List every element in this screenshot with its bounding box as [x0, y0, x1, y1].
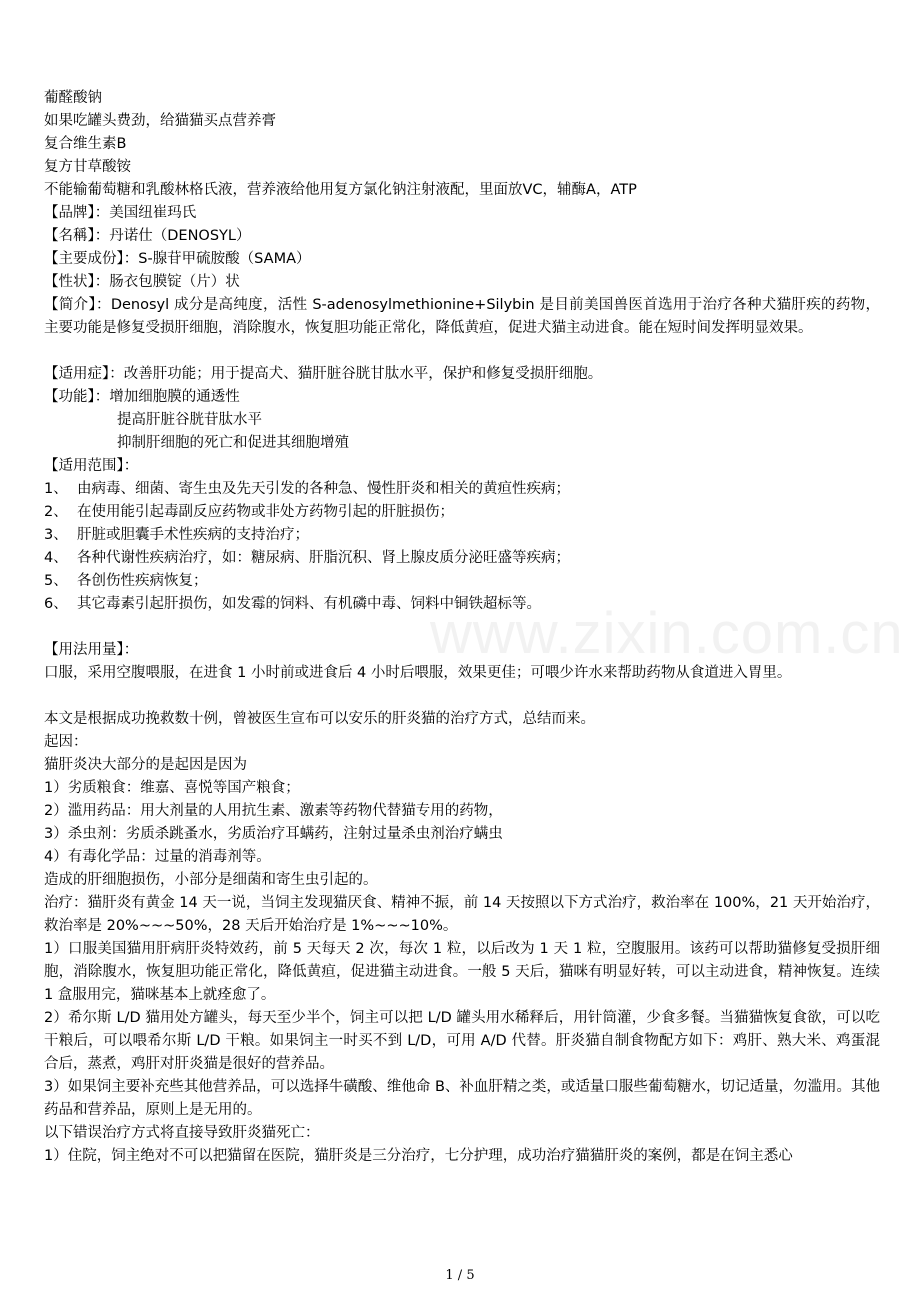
treatment-paragraph: 1）口服美国猫用肝病肝炎特效药，前 5 天每天 2 次，每次 1 粒，以后改为 1 天 1 粒，空腹服用。该药可以帮助猫修复受损肝细胞，消除腹水，恢复胆功能正常化，降低黄疸，促进猫主动进食。一般 5 天后，猫咪有明显好转，可以主动进食，精神恢复。连续 1 盒服用完，猫咪基本上就痊愈了。: [44, 941, 880, 1003]
text-line: 不能输葡萄糖和乳酸林格氏液，营养液给他用复方氯化钠注射液配，里面放VC，辅酶A，ATP: [44, 182, 637, 198]
form-line: 【性状】：肠衣包膜锭（片）状: [44, 274, 240, 290]
article-line: 起因：: [44, 734, 88, 750]
list-item: [44, 524, 880, 547]
text-line: 复合维生素B: [44, 136, 127, 152]
spacer: [44, 616, 880, 639]
text-line: 葡醛酸钠: [44, 90, 102, 106]
spacer: [44, 340, 880, 363]
article-line: 本文是根据成功挽救数十例，曾被医生宣布可以安乐的肝炎猫的治疗方式，总结而来。: [44, 711, 595, 727]
watermark: www.zixin.com.cn: [430, 601, 904, 666]
list-text: 其它毒素引起肝损伤，如发霉的饲料、有机磷中毒、饲料中铜铁超标等。: [77, 596, 541, 612]
ingredient-line: 【主要成份】：S-腺苷甲硫胺酸（SAMA）: [44, 251, 311, 267]
list-text: 各种代谢性疾病治疗，如：糖尿病、肝脂沉积、肾上腺皮质分泌旺盛等疾病；: [77, 550, 570, 566]
list-number: 5、: [44, 573, 68, 589]
document-body: [44, 87, 880, 1168]
indications-line: 【适用症】：改善肝功能；用于提高犬、猫肝脏谷胱甘肽水平，保护和修复受损肝细胞。: [44, 366, 603, 382]
article-line: 造成的肝细胞损伤，小部分是细菌和寄生虫引起的。: [44, 872, 378, 888]
warning-line: 1）住院，饲主绝对不可以把猫留在医院，猫肝炎是三分治疗，七分护理，成功治疗猫猫肝炎的案例，都是在饲主悉心: [44, 1148, 793, 1164]
function-item: 提高肝脏谷胱苷肽水平: [117, 412, 262, 428]
list-number: 1、: [44, 481, 68, 497]
text-line: 如果吃罐头费劲，给猫猫买点营养膏: [44, 113, 276, 129]
article-line: 4）有毒化学品：过量的消毒剂等。: [44, 849, 271, 865]
list-number: 6、: [44, 596, 68, 612]
function-item: 抑制肝细胞的死亡和促进其细胞增殖: [117, 435, 349, 451]
name-line: 【名稱】：丹诺仕（DENOSYL）: [44, 228, 251, 244]
list-number: 4、: [44, 550, 68, 566]
treatment-paragraph: 治疗：猫肝炎有黄金 14 天一说，当饲主发现猫厌食、精神不振，前 14 天按照以下方式治疗，救治率在 100%，21 天开始治疗，救治率是 20%~~~50%，28 天后开始治疗是 1%~~~10%。: [44, 895, 880, 934]
list-number: 2、: [44, 504, 68, 520]
warning-line: 以下错误治疗方式将直接导致肝炎猫死亡：: [44, 1125, 320, 1141]
spacer: [44, 685, 880, 708]
page-number: 1 / 5: [445, 1268, 475, 1283]
article-line: 猫肝炎决大部分的是起因是因为: [44, 757, 247, 773]
list-item: [44, 547, 880, 570]
list-item: [44, 570, 880, 593]
scope-label: 【适用范围】：: [44, 458, 139, 474]
article-line: 1）劣质粮食：维嘉、喜悦等国产粮食；: [44, 780, 300, 796]
list-item: [44, 501, 880, 524]
list-text: 各创伤性疾病恢复；: [77, 573, 208, 589]
list-number: 3、: [44, 527, 68, 543]
list-text: 在使用能引起毒副反应药物或非处方药物引起的肝脏损伤；: [77, 504, 454, 520]
intro-paragraph: 【简介】：Denosyl 成分是高纯度，活性 S-adenosylmethionine+Silybin 是目前美国兽医首选用于治疗各种犬猫肝疾的药物，主要功能是修复受损肝细胞，消除腹水，恢复胆功能正常化，降低黄疸，促进犬猫主动进食。能在短时间发挥明显效果。: [44, 297, 880, 336]
list-text: 由病毒、细菌、寄生虫及先天引发的各种急、慢性肝炎和相关的黄疸性疾病；: [77, 481, 570, 497]
usage-text: 口服，采用空腹喂服，在进食 1 小时前或进食后 4 小时后喂服，效果更佳；可喂少许水来帮助药物从食道进入胃里。: [44, 665, 792, 681]
article-line: 2）滥用药品：用大剂量的人用抗生素、激素等药物代替猫专用的药物，: [44, 803, 503, 819]
brand-line: 【品牌】：美国纽崔玛氏: [44, 205, 197, 221]
list-item: [44, 593, 880, 616]
treatment-paragraph: 2）希尔斯 L/D 猫用处方罐头，每天至少半个，饲主可以把 L/D 罐头用水稀释后，用针筒灌，少食多餐。当猫猫恢复食欲，可以吃干粮后，可以喂希尔斯 L/D 干粮。如果饲主一时买不到 L/D，可用 A/D 代替。肝炎猫自制食物配方如下：鸡肝、熟大米、鸡蛋混合后，蒸煮，鸡肝对肝炎猫是很好的营养品。: [44, 1010, 880, 1072]
text-line: 复方甘草酸铵: [44, 159, 131, 175]
article-line: 3）杀虫剂：劣质杀跳蚤水，劣质治疗耳螨药，注射过量杀虫剂治疗螨虫: [44, 826, 503, 842]
list-item: [44, 478, 880, 501]
treatment-paragraph: 3）如果饲主要补充些其他营养品，可以选择牛磺酸、维他命 B、补血肝精之类，或适量口服些葡萄糖水，切记适量，勿滥用。其他药品和营养品，原则上是无用的。: [44, 1079, 880, 1118]
list-text: 肝脏或胆囊手术性疾病的支持治疗；: [77, 527, 309, 543]
usage-label: 【用法用量】：: [44, 642, 139, 658]
function-label: 【功能】：增加细胞膜的通透性: [44, 389, 240, 405]
